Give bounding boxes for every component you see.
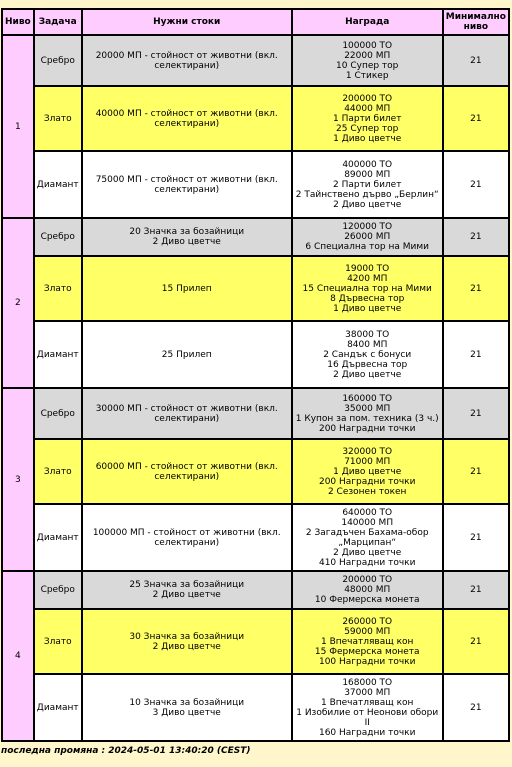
reward-cell: [292, 504, 443, 571]
reward-line: 1 Купон за пом. техника (3 ч.): [295, 413, 439, 424]
reward-line: 2 Диво цветче: [333, 199, 402, 210]
reward-line: 37000 МП: [344, 687, 391, 698]
table-row: [2, 504, 509, 571]
tasks-table: [1, 8, 510, 742]
reward-line: 25 Супер тор: [336, 123, 399, 134]
task-cell: Диамант: [34, 504, 82, 571]
min-level-cell: 21: [443, 151, 509, 218]
task-cell: Злато: [34, 439, 82, 504]
reward-cell: [292, 86, 443, 151]
table-row: [2, 256, 509, 321]
reward-line: 1 Впечатляващ кон: [321, 636, 414, 647]
goods-cell: [82, 321, 292, 388]
reward-line: 10 Фермерска монета: [314, 595, 420, 605]
min-level-cell: 21: [443, 609, 509, 674]
goods-cell: [82, 388, 292, 439]
reward-line: 1 Диво цветче: [333, 133, 402, 144]
reward-line: 44000 МП: [344, 103, 391, 114]
reward-line: 200000 ТО: [342, 575, 393, 585]
task-cell: Сребро: [34, 571, 82, 609]
reward-line: 6 Специална тор на Мими: [305, 242, 430, 252]
reward-line: 1 Изобилие от Неонови обори II: [296, 707, 439, 728]
min-level-cell: 21: [443, 504, 509, 571]
reward-cell: [292, 35, 443, 86]
reward-line: 1 Диво цветче: [333, 466, 402, 477]
goods-line: 2 Диво цветче: [152, 590, 221, 600]
header-min-level: Минимално ниво: [443, 9, 509, 35]
goods-cell: [82, 674, 292, 741]
reward-line: 35000 МП: [344, 403, 391, 414]
goods-line: 10 Значка за бозайници: [129, 697, 245, 708]
level-cell: 4: [2, 571, 34, 741]
reward-line: 100 Наградни точки: [318, 656, 416, 667]
reward-line: 100000 ТО: [342, 40, 393, 51]
reward-line: 71000 МП: [344, 456, 391, 467]
min-level-cell: 21: [443, 256, 509, 321]
goods-line: 25 Значка за бозайници: [129, 580, 245, 590]
reward-cell: [292, 609, 443, 674]
header-level: Ниво: [2, 9, 34, 35]
reward-line: 2 Тайнствено дърво „Берлин“: [295, 189, 439, 200]
goods-line: 40000 МП - стойност от животни (вкл. селектирани): [95, 108, 278, 129]
reward-line: 1 Диво цветче: [333, 303, 402, 314]
reward-line: 400000 ТО: [342, 159, 393, 170]
reward-line: 8 Дървесна тор: [330, 293, 405, 304]
reward-line: 2 Парти билет: [332, 179, 402, 190]
reward-line: 16 Дървесна тор: [327, 359, 408, 370]
min-level-cell: 21: [443, 674, 509, 741]
reward-line: 2 Сезонен токен: [327, 486, 407, 497]
reward-line: 200 Наградни точки: [318, 476, 416, 487]
goods-cell: [82, 504, 292, 571]
table-row: [2, 35, 509, 86]
task-cell: Сребро: [34, 35, 82, 86]
reward-line: 260000 ТО: [342, 616, 393, 627]
table-row: [2, 609, 509, 674]
goods-cell: [82, 35, 292, 86]
min-level-cell: 21: [443, 388, 509, 439]
goods-line: 60000 МП - стойност от животни (вкл. селектирани): [95, 461, 278, 482]
reward-line: 640000 ТО: [342, 507, 393, 518]
level-cell: 2: [2, 218, 34, 388]
header-reward: Награда: [292, 9, 443, 35]
reward-line: 38000 ТО: [345, 329, 390, 340]
table-row: [2, 571, 509, 609]
goods-line: 3 Диво цветче: [152, 707, 221, 718]
min-level-cell: 21: [443, 571, 509, 609]
header-goods: Нужни стоки: [82, 9, 292, 35]
goods-line: 20000 МП - стойност от животни (вкл. селектирани): [95, 50, 278, 71]
min-level-cell: 21: [443, 218, 509, 256]
table-row: [2, 439, 509, 504]
reward-cell: [292, 388, 443, 439]
min-level-cell: 21: [443, 86, 509, 151]
table-row: [2, 321, 509, 388]
goods-cell: [82, 609, 292, 674]
reward-line: 160 Наградни точки: [318, 727, 416, 738]
min-level-cell: 21: [443, 35, 509, 86]
goods-cell: [82, 151, 292, 218]
goods-cell: [82, 439, 292, 504]
reward-line: 26000 МП: [344, 232, 391, 242]
goods-line: 100000 МП - стойност от животни (вкл. селектирани): [92, 527, 281, 548]
reward-line: 1 Стикер: [345, 70, 389, 81]
reward-line: 160000 ТО: [342, 393, 393, 404]
reward-line: 19000 ТО: [345, 263, 390, 274]
task-cell: Злато: [34, 256, 82, 321]
reward-line: 89000 МП: [344, 169, 391, 180]
reward-line: 120000 ТО: [342, 222, 393, 232]
reward-line: 1 Парти билет: [332, 113, 402, 124]
table-body: [2, 35, 509, 741]
level-cell: 1: [2, 35, 34, 218]
reward-line: 2 Диво цветче: [333, 369, 402, 380]
goods-line: 20 Значка за бозайници: [129, 227, 245, 237]
reward-line: 15 Фермерска монета: [314, 646, 420, 657]
reward-line: 168000 ТО: [342, 677, 393, 688]
reward-line: 200000 ТО: [342, 93, 393, 104]
table-row: [2, 388, 509, 439]
reward-line: 1 Впечатляващ кон: [321, 697, 414, 708]
task-cell: Сребро: [34, 388, 82, 439]
table-header-row: [2, 9, 509, 35]
reward-line: 2 Диво цветче: [333, 547, 402, 558]
goods-line: 15 Прилеп: [161, 283, 212, 294]
task-cell: Сребро: [34, 218, 82, 256]
reward-line: 15 Специална тор на Мими: [302, 283, 432, 294]
reward-line: 22000 МП: [344, 50, 391, 61]
goods-line: 2 Диво цветче: [152, 237, 221, 247]
task-cell: Диамант: [34, 151, 82, 218]
goods-line: 30 Значка за бозайници: [129, 631, 245, 642]
task-cell: Диамант: [34, 674, 82, 741]
header-task: Задача: [34, 9, 82, 35]
level-cell: 3: [2, 388, 34, 571]
goods-cell: [82, 86, 292, 151]
reward-line: 140000 МП: [341, 517, 394, 528]
reward-line: 2 Сандък с бонуси: [323, 349, 412, 360]
task-cell: Злато: [34, 609, 82, 674]
goods-cell: [82, 218, 292, 256]
table-row: [2, 86, 509, 151]
reward-line: 10 Супер тор: [336, 60, 399, 71]
reward-cell: [292, 218, 443, 256]
reward-line: 2 Загадъчен Бахама-обор „Марципан“: [305, 527, 429, 548]
goods-line: 25 Прилеп: [161, 349, 212, 360]
goods-cell: [82, 256, 292, 321]
reward-cell: [292, 674, 443, 741]
reward-line: 320000 ТО: [342, 446, 393, 457]
reward-line: 59000 МП: [344, 626, 391, 637]
reward-cell: [292, 256, 443, 321]
last-modified: последна промяна : 2024-05-01 13:40:20 (CEST): [1, 746, 251, 756]
reward-line: 410 Наградни точки: [318, 557, 416, 568]
table-row: [2, 218, 509, 256]
task-cell: Злато: [34, 86, 82, 151]
table-row: [2, 674, 509, 741]
table-row: [2, 151, 509, 218]
reward-line: 48000 МП: [344, 585, 391, 595]
reward-cell: [292, 439, 443, 504]
min-level-cell: 21: [443, 439, 509, 504]
reward-cell: [292, 151, 443, 218]
reward-line: 8400 МП: [347, 339, 388, 350]
goods-line: 2 Диво цветче: [152, 641, 221, 652]
task-cell: Диамант: [34, 321, 82, 388]
reward-line: 200 Наградни точки: [318, 423, 416, 434]
reward-cell: [292, 321, 443, 388]
goods-line: 75000 МП - стойност от животни (вкл. селектирани): [95, 174, 278, 195]
min-level-cell: 21: [443, 321, 509, 388]
reward-line: 4200 МП: [347, 273, 388, 284]
reward-cell: [292, 571, 443, 609]
goods-line: 30000 МП - стойност от животни (вкл. селектирани): [95, 403, 278, 424]
goods-cell: [82, 571, 292, 609]
